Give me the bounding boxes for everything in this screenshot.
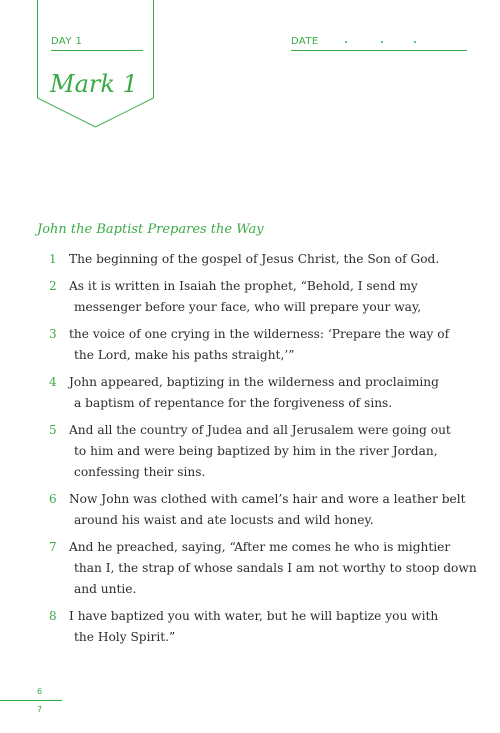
title-banner <box>37 0 154 128</box>
day-divider <box>51 50 143 51</box>
section-heading: John the Baptist Prepares the Way <box>37 222 264 237</box>
date-line[interactable] <box>291 50 467 51</box>
date-label: DATE <box>291 36 319 47</box>
verse-line: As it is written in Isaiah the prophet, “Behold, I send my <box>69 279 418 293</box>
page-number-top: 6 <box>37 687 43 696</box>
verse-line: the Lord, make his paths straight,’” <box>74 348 295 362</box>
verse-line: a baptism of repentance for the forgiveness of sins. <box>74 396 393 410</box>
page-title: Mark 1 <box>50 70 138 99</box>
verse <box>37 489 487 531</box>
date-separator-dot <box>414 41 416 43</box>
verse-number: 5 <box>49 423 57 437</box>
verse <box>37 249 487 270</box>
verse <box>37 324 487 366</box>
verse-number: 6 <box>49 492 57 506</box>
banner-outline <box>37 0 154 128</box>
verse-line: and untie. <box>74 582 137 596</box>
verse-line: The beginning of the gospel of Jesus Christ, the Son of God. <box>69 252 440 266</box>
date-separator-dot <box>381 41 383 43</box>
verse-number: 8 <box>49 609 57 623</box>
verse <box>37 420 487 483</box>
verse-line: messenger before your face, who will prepare your way, <box>74 300 422 314</box>
verse-line: around his waist and ate locusts and wild honey. <box>74 513 374 527</box>
day-label: DAY 1 <box>51 36 83 47</box>
verse-number: 2 <box>49 279 57 293</box>
footer-divider <box>0 700 62 701</box>
verse-line: And he preached, saying, “After me comes he who is mightier <box>69 540 451 554</box>
verse-line: And all the country of Judea and all Jerusalem were going out <box>69 423 451 437</box>
verse <box>37 606 487 648</box>
verse-list <box>37 249 487 654</box>
verse-line: John appeared, baptizing in the wilderness and proclaiming <box>69 375 439 389</box>
verse-number: 3 <box>49 327 57 341</box>
verse-line: to him and were being baptized by him in the river Jordan, <box>74 444 438 458</box>
verse-number: 4 <box>49 375 57 389</box>
verse-line: Now John was clothed with camel’s hair and wore a leather belt <box>69 492 466 506</box>
verse-line: I have baptized you with water, but he will baptize you with <box>69 609 439 623</box>
page-number-bottom: 7 <box>37 705 43 714</box>
verse-line: the Holy Spirit.” <box>74 630 176 644</box>
verse-number: 7 <box>49 540 57 554</box>
verse <box>37 276 487 318</box>
verse-number: 1 <box>49 252 57 266</box>
date-separator-dot <box>345 41 347 43</box>
verse-line: than I, the strap of whose sandals I am not worthy to stoop down <box>74 561 477 575</box>
verse <box>37 372 487 414</box>
verse-line: confessing their sins. <box>74 465 206 479</box>
verse-line: the voice of one crying in the wilderness: ‘Prepare the way of <box>69 327 450 341</box>
verse <box>37 537 487 600</box>
